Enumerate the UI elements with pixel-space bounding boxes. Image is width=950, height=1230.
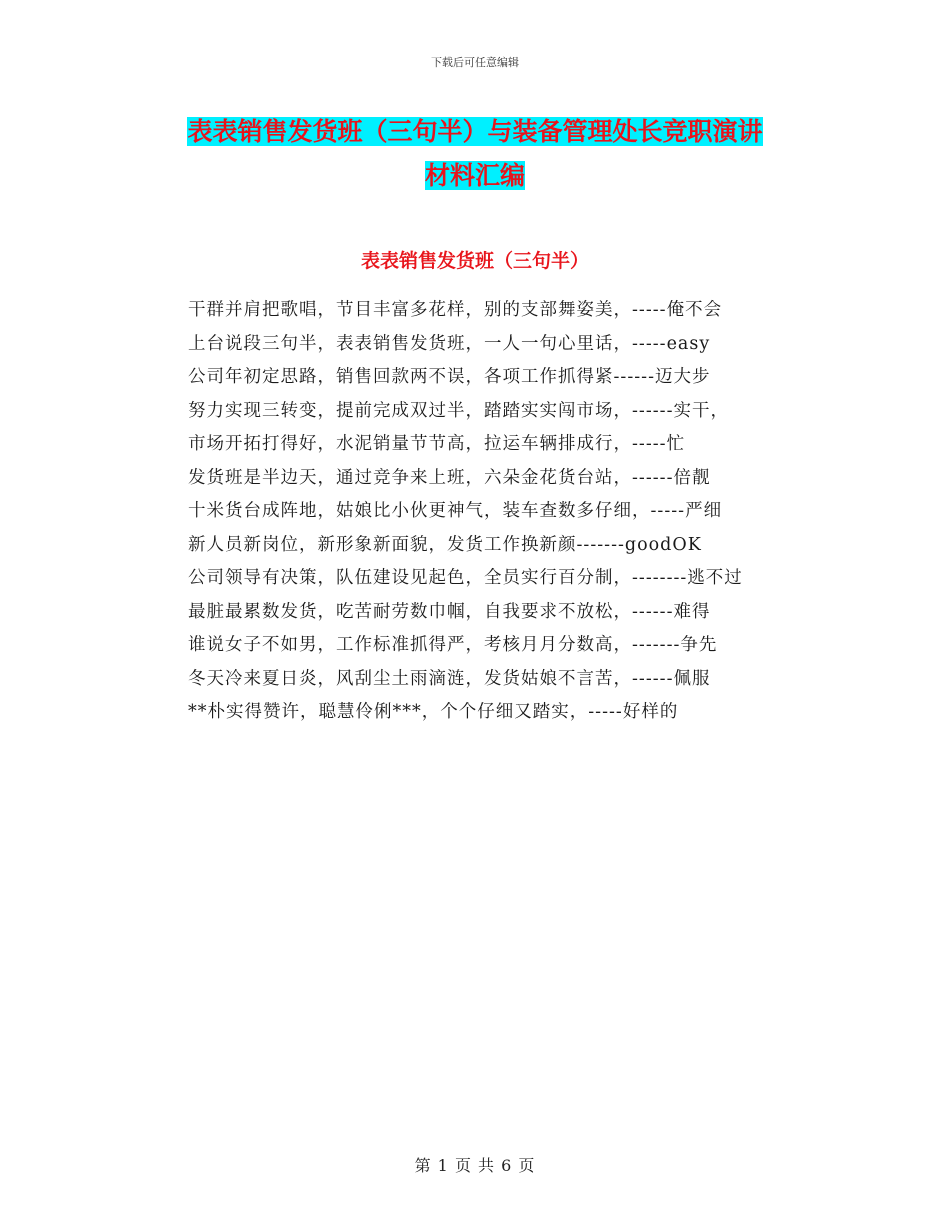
paragraph: 发货班是半边天，通过竞争来上班，六朵金花货台站，------倍靓 bbox=[188, 467, 711, 488]
paragraph: 最脏最累数发货，吃苦耐劳数巾帼，自我要求不放松，------难得 bbox=[188, 601, 711, 622]
title-line-1: 表表销售发货班（三句半）与装备管理处长竞职演讲 bbox=[187, 117, 763, 146]
section-title: 表表销售发货班（三句半） bbox=[360, 250, 589, 272]
paragraph: 干群并肩把歌唱，节目丰富多花样，别的支部舞姿美，-----俺不会 bbox=[188, 300, 723, 320]
paragraph: 公司领导有决策，队伍建设见起色，全员实行百分制，--------逃不过 bbox=[188, 568, 743, 588]
body-text bbox=[142, 294, 806, 730]
page-number: 第 1 页 共 6 页 bbox=[414, 1156, 536, 1175]
header-note: 下载后可任意编辑 bbox=[431, 56, 519, 69]
paragraph: 市场开拓打得好，水泥销量节节高，拉运车辆排成行，-----忙 bbox=[188, 434, 686, 454]
paragraph: 上台说段三句半，表表销售发货班，一人一句心里话，-----easy bbox=[188, 333, 711, 354]
title-line-2: 材料汇编 bbox=[424, 161, 525, 190]
paragraph: 新人员新岗位，新形象新面貌，发货工作换新颜-------goodOK bbox=[188, 534, 702, 555]
paragraph: 十米货台成阵地，姑娘比小伙更神气，装车查数多仔细，-----严细 bbox=[188, 501, 723, 521]
paragraph: **朴实得赞许，聪慧伶俐***，个个仔细又踏实，-----好样的 bbox=[188, 702, 679, 722]
paragraph: 努力实现三转变，提前完成双过半，踏踏实实闯市场，------实干， bbox=[188, 400, 729, 421]
paragraph: 冬天冷来夏日炎，风刮尘土雨滴涟，发货姑娘不言苦，------佩服 bbox=[188, 668, 711, 689]
document-title bbox=[145, 110, 805, 198]
paragraph: 公司年初定思路，销售回款两不误，各项工作抓得紧------迈大步 bbox=[188, 367, 711, 387]
paragraph: 谁说女子不如男，工作标准抓得严，考核月月分数高，-------争先 bbox=[188, 635, 718, 655]
